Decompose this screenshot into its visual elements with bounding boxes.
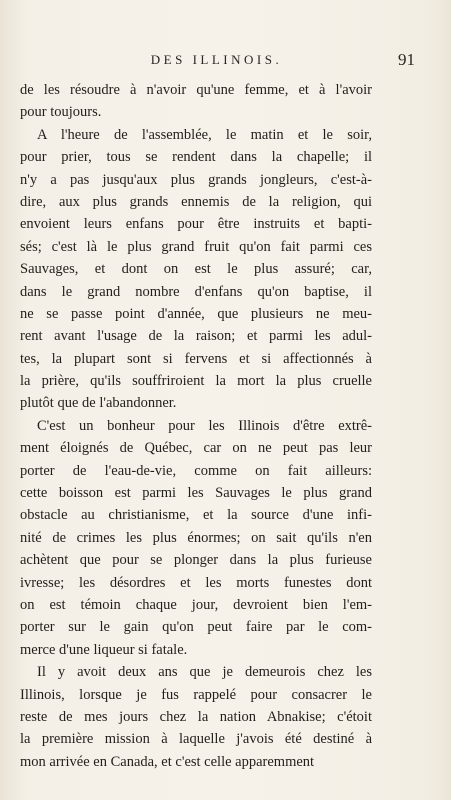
text-line: achètent que pour se plonger dans la plus furieuse [20,552,372,569]
paragraph [20,661,372,773]
text-line: sés; c'est là le plus grand fruit qu'on fait parmi ces [20,238,372,255]
text-line: pour prier, tous se rendent dans la chapelle; il [20,149,372,166]
running-head [18,52,415,72]
text-line: Sauvages, et dont on est le plus assuré; car, [20,261,372,278]
text-line: ne se passe point d'année, que plusieurs ne meu- [20,305,372,322]
text-line: nité de crimes les plus énormes; on sait qu'ils n'en [20,529,372,546]
body-text [20,79,372,773]
paragraph [20,79,372,124]
text-line: envoient leurs enfans pour être instruits et bapti- [20,216,372,233]
text-line: reste de mes jours chez la nation Abnakise; c'étoit [20,708,372,725]
text-line: la prière, qu'ils souffriroient la mort la plus cruelle [20,373,372,390]
text-line: mon arrivée en Canada, et c'est celle apparemment [20,753,315,770]
text-line: dire, aux plus grands ennemis de la religion, qui [20,193,372,210]
page-number: 91 [398,50,415,69]
text-line: porter sur le gain qu'on peut faire par le com- [20,619,372,636]
text-line: ivresse; les désordres et les morts funestes dont [20,574,372,591]
text-line: rent avant l'usage de la raison; et parmi les adul- [20,328,372,345]
text-line: obstacle au christianisme, et la source d'une infi- [20,507,372,524]
paragraph [20,124,372,415]
text-line: Il y avoit deux ans que je demeurois chez les [37,664,372,681]
text-line: Illinois, lorsque je fus rappelé pour consacrer le [20,686,372,703]
paragraph [20,415,372,661]
text-line: porter de l'eau-de-vie, comme on fait ailleurs: [20,462,372,479]
running-title: DES ILLINOIS. [150,52,283,67]
text-line: plutôt que de l'abandonner. [20,395,177,412]
text-line: la première mission à laquelle j'avois été destiné à [20,731,372,748]
text-line: ment éloignés de Québec, car on ne peut pas leur [20,440,372,457]
text-line: merce d'une liqueur si fatale. [20,641,188,658]
text-line: tes, la plupart sont si fervens et si affectionnés à [20,350,372,367]
text-line: dans le grand nombre d'enfans qu'on baptise, il [20,283,372,300]
text-line: cette boisson est parmi les Sauvages le plus grand [20,485,372,502]
text-line: C'est un bonheur pour les Illinois d'être extrê- [37,417,372,434]
text-line: pour toujours. [20,104,102,121]
text-line: de les résoudre à n'avoir qu'une femme, et à l'avoir [20,82,372,98]
text-line: on est témoin chaque jour, devroient bien l'em- [20,596,372,613]
text-line: A l'heure de l'assemblée, le matin et le soir, [37,126,372,143]
text-line: n'y a pas jusqu'aux plus grands jongleurs, c'est-à- [20,171,372,188]
